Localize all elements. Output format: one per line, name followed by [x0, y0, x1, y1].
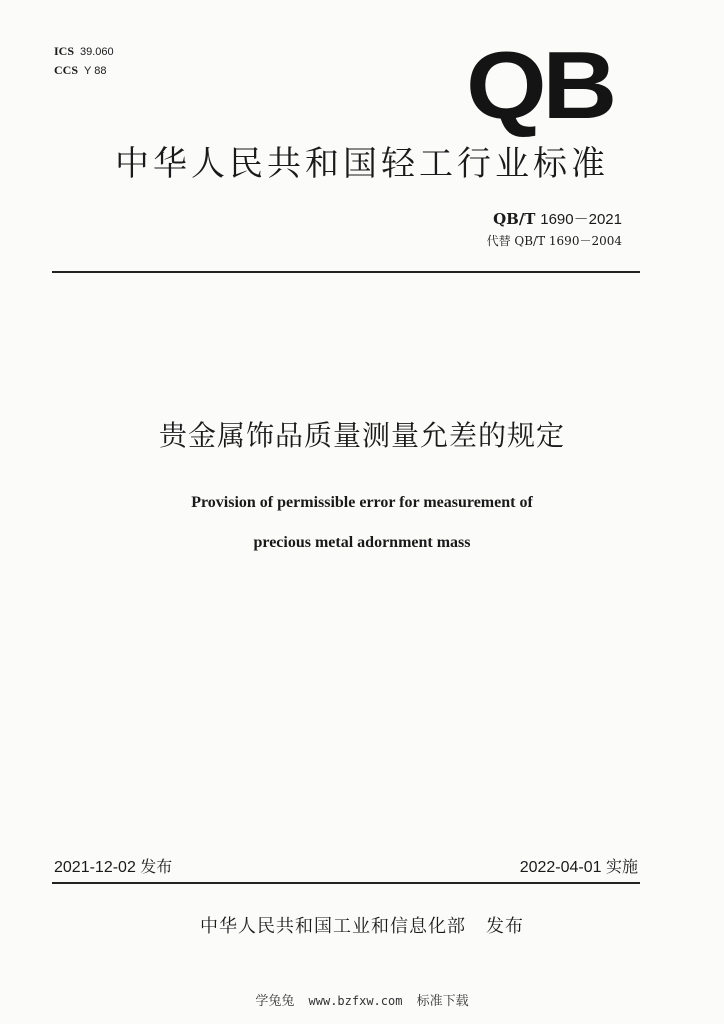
classification-codes: [54, 42, 114, 80]
issue-date: 2021-12-02 发布: [54, 859, 173, 876]
issuer: [0, 914, 724, 940]
issuer-action: 发布: [486, 916, 524, 937]
standard-number-value: 1690－2021: [540, 211, 622, 228]
footer-url-link[interactable]: www.bzfxw.com: [308, 994, 403, 1008]
footer-divider: [52, 882, 640, 884]
footer-slogan: 标准下载: [416, 994, 469, 1009]
footer-site-name: 学兔兔: [255, 994, 295, 1009]
ics-value: 39.060: [80, 46, 114, 58]
standard-category-title: 中华人民共和国轻工行业标准: [115, 144, 609, 184]
english-title-line-1: Provision of permissible error for measurement of: [191, 494, 533, 511]
header-divider: [52, 271, 640, 273]
ics-label: ICS: [54, 44, 75, 58]
issuer-name: 中华人民共和国工业和信息化部: [200, 916, 466, 937]
english-title-line-2: precious metal adornment mass: [253, 534, 471, 551]
ccs-value: Y 88: [84, 65, 107, 77]
qb-logo: QB: [466, 32, 613, 139]
ics-line: [54, 42, 114, 61]
chinese-title: 贵金属饰品质量测量允差的规定: [158, 419, 565, 452]
ccs-line: [54, 61, 114, 80]
download-footer: [0, 992, 724, 1011]
standard-number: [493, 208, 622, 231]
standard-prefix: QB/T: [493, 210, 536, 228]
replaces-standard: 代替 QB/T 1690－2004: [486, 234, 622, 248]
implementation-date: 2022-04-01 实施: [519, 859, 638, 876]
ccs-label: CCS: [54, 63, 79, 77]
